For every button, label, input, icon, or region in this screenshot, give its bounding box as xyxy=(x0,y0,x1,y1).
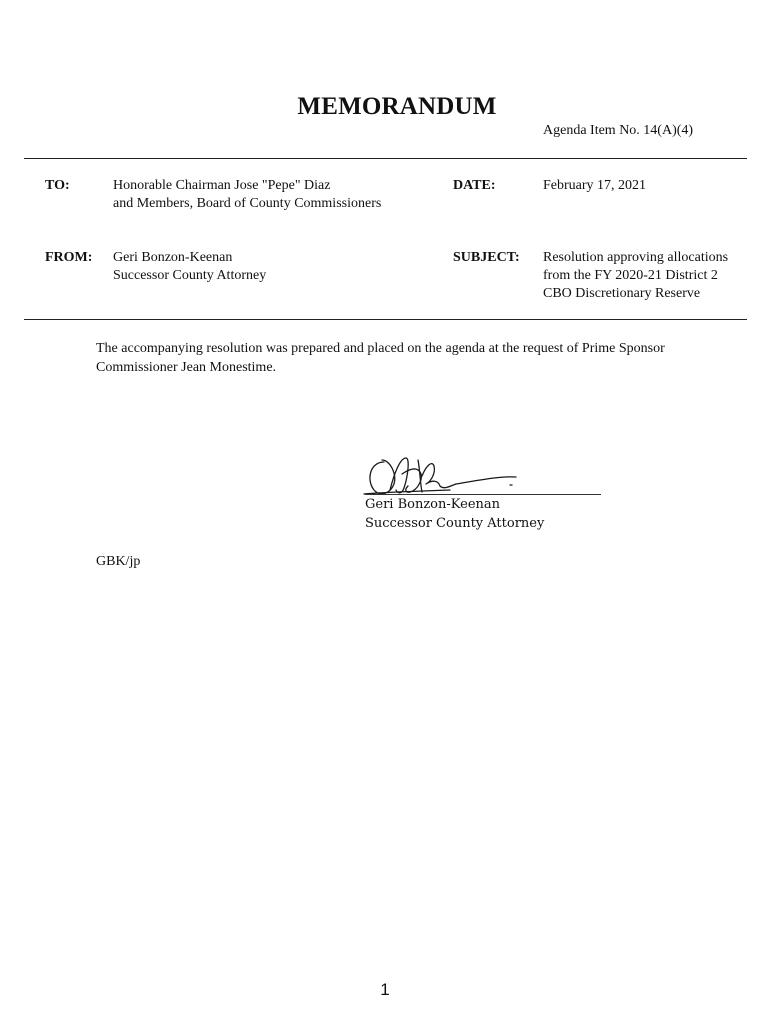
subject-line-1: Resolution approving allocations xyxy=(543,250,729,265)
bottom-divider xyxy=(24,319,747,320)
typist-initials: GBK/jp xyxy=(96,554,141,569)
to-line-1: Honorable Chairman Jose "Pepe" Diaz xyxy=(113,178,331,193)
page-number: 1 xyxy=(380,980,390,999)
body-line-2: Commissioner Jean Monestime. xyxy=(96,360,277,375)
signature-block xyxy=(365,495,544,533)
signature-title: Successor County Attorney xyxy=(365,516,545,531)
from-line-2: Successor County Attorney xyxy=(113,268,267,283)
to-label: TO: xyxy=(45,178,70,193)
date-label: DATE: xyxy=(453,178,496,193)
subject-label: SUBJECT: xyxy=(453,250,520,265)
to-line-2: and Members, Board of County Commissioners xyxy=(113,196,382,211)
memo-title: MEMORANDUM xyxy=(297,93,497,120)
subject-line-2: from the FY 2020-21 District 2 xyxy=(543,268,718,283)
body-line-1: The accompanying resolution was prepared and placed on the agenda at the request of Prime Sponsor xyxy=(96,341,665,356)
body-paragraph xyxy=(96,339,665,377)
top-divider xyxy=(24,158,747,159)
to-recipient xyxy=(113,177,381,213)
from-line-1: Geri Bonzon-Keenan xyxy=(113,250,233,265)
agenda-item-number: Agenda Item No. 14(A)(4) xyxy=(543,123,694,138)
signature-name: Geri Bonzon-Keenan xyxy=(365,497,501,512)
subject-text xyxy=(543,249,728,303)
from-label: FROM: xyxy=(45,250,93,265)
subject-line-3: CBO Discretionary Reserve xyxy=(543,286,701,301)
from-sender xyxy=(113,249,266,285)
date-value: February 17, 2021 xyxy=(543,178,647,193)
